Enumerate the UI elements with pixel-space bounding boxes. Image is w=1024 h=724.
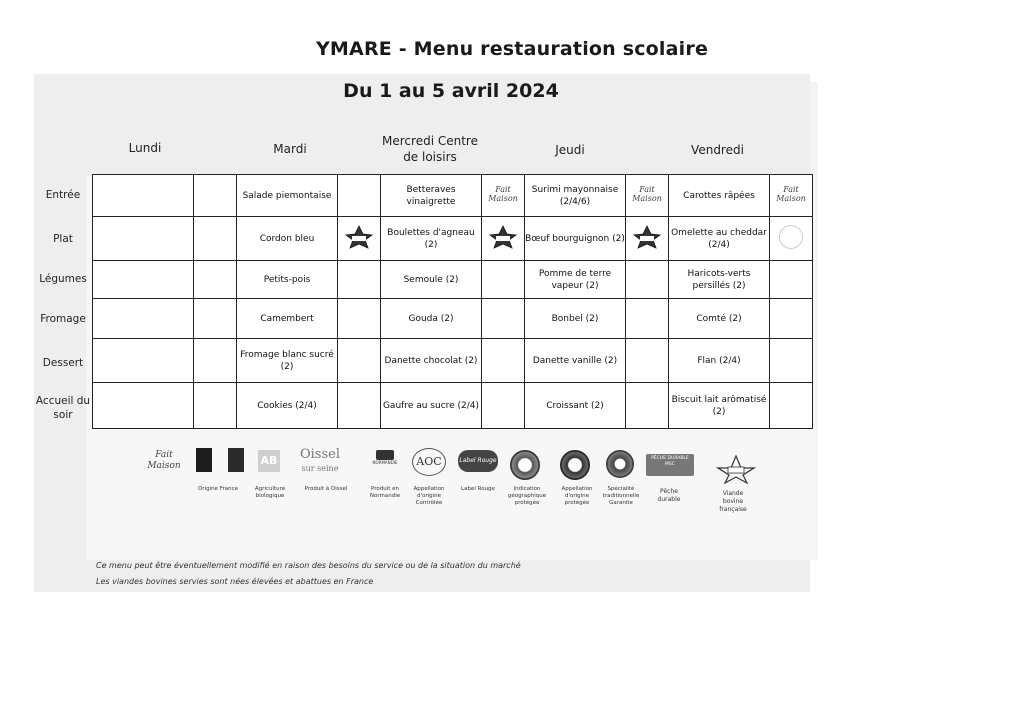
dish-cell: Haricots-verts persillés (2) bbox=[669, 261, 770, 299]
icon-cell bbox=[194, 339, 237, 383]
menu-table bbox=[92, 174, 813, 429]
dish-cell: Danette chocolat (2) bbox=[381, 339, 482, 383]
day-header-mardi: Mardi bbox=[273, 142, 307, 156]
icon-cell bbox=[770, 175, 813, 217]
icon-cell bbox=[770, 261, 813, 299]
legend-bio: Agriculture biologique bbox=[254, 486, 286, 499]
label-rouge-icon: Label Rouge bbox=[458, 450, 498, 472]
icon-cell bbox=[338, 383, 381, 429]
dish-cell: Carottes râpées bbox=[669, 175, 770, 217]
day-header-vendredi: Vendredi bbox=[691, 143, 744, 157]
dish-cell: Pomme de terre vapeur (2) bbox=[525, 261, 626, 299]
icon-cell bbox=[338, 261, 381, 299]
legend-stg: Spécialité traditionnelle Garantie bbox=[602, 486, 640, 506]
row-label-accueil-du-soir: Accueil du soir bbox=[35, 395, 91, 421]
dish-cell: Camembert bbox=[237, 299, 338, 339]
legend-aoc: Appellation d'origine Contrôlée bbox=[413, 486, 445, 506]
icon-cell bbox=[482, 175, 525, 217]
igp-icon bbox=[510, 450, 540, 480]
fait-maison-icon: Fait Maison bbox=[632, 184, 662, 203]
faded-label-icon bbox=[779, 225, 803, 249]
icon-cell bbox=[770, 383, 813, 429]
viande-francaise-icon bbox=[488, 224, 518, 250]
dish-cell: Betteraves vinaigrette bbox=[381, 175, 482, 217]
aoc-icon: AOC bbox=[412, 448, 446, 476]
table-row bbox=[93, 175, 813, 217]
legend-normandie: Produit en Normandie bbox=[369, 486, 401, 499]
legend-origine-france: Origine France bbox=[197, 486, 239, 492]
icon-cell bbox=[338, 217, 381, 261]
dish-cell: Salade piemontaise bbox=[237, 175, 338, 217]
fait-maison-icon: Fait Maison bbox=[776, 184, 806, 203]
legend-label-rouge: Label Rouge bbox=[461, 486, 495, 492]
dish-cell bbox=[93, 339, 194, 383]
aop-icon bbox=[560, 450, 590, 480]
icon-cell bbox=[626, 217, 669, 261]
agriculture-bio-icon: AB bbox=[258, 450, 280, 472]
icon-cell bbox=[338, 339, 381, 383]
row-label-fromage: Fromage bbox=[40, 313, 86, 325]
table-row bbox=[93, 383, 813, 429]
dish-cell: Cookies (2/4) bbox=[237, 383, 338, 429]
fait-maison-icon: Fait Maison bbox=[488, 184, 518, 203]
icon-cell bbox=[626, 339, 669, 383]
document-title: YMARE - Menu restauration scolaire bbox=[315, 38, 709, 60]
dish-cell: Bœuf bourguignon (2) bbox=[525, 217, 626, 261]
footnote-modification: Ce menu peut être éventuellement modifié en raison des besoins du service ou de la situation du marché bbox=[96, 561, 521, 570]
legend bbox=[140, 444, 780, 534]
dish-cell bbox=[93, 299, 194, 339]
table-row bbox=[93, 261, 813, 299]
legend-peche-durable: Pêche durable bbox=[657, 488, 681, 503]
normandie-icon: NORMANDIE bbox=[368, 450, 402, 472]
dish-cell: Fromage blanc sucré (2) bbox=[237, 339, 338, 383]
icon-cell bbox=[482, 217, 525, 261]
row-label-legumes: Légumes bbox=[39, 273, 87, 285]
icon-cell bbox=[482, 261, 525, 299]
dish-cell bbox=[93, 217, 194, 261]
viande-francaise-icon bbox=[632, 224, 662, 250]
dish-cell: Semoule (2) bbox=[381, 261, 482, 299]
msc-peche-durable-icon: PÊCHE DURABLE MSC bbox=[646, 454, 694, 476]
day-header-jeudi: Jeudi bbox=[555, 143, 585, 157]
oissel-logo-icon: Oissel sur seine bbox=[299, 447, 340, 473]
row-label-plat: Plat bbox=[53, 233, 73, 245]
icon-cell bbox=[770, 339, 813, 383]
icon-cell bbox=[194, 217, 237, 261]
icon-cell bbox=[194, 383, 237, 429]
icon-cell bbox=[770, 217, 813, 261]
day-header-mercredi: Mercredi Centre de loisirs bbox=[382, 134, 478, 164]
dish-cell: Danette vanille (2) bbox=[525, 339, 626, 383]
dish-cell: Cordon bleu bbox=[237, 217, 338, 261]
icon-cell bbox=[338, 299, 381, 339]
legend-oissel: Produit à Oissel bbox=[304, 486, 348, 492]
table-row bbox=[93, 217, 813, 261]
origine-france-flag-icon bbox=[196, 448, 212, 472]
dish-cell: Gaufre au sucre (2/4) bbox=[381, 383, 482, 429]
origine-france-flag-icon-2 bbox=[228, 448, 244, 472]
dish-cell: Omelette au cheddar (2/4) bbox=[669, 217, 770, 261]
dish-cell: Bonbel (2) bbox=[525, 299, 626, 339]
legend-igp: Indication géographique protégée bbox=[507, 486, 547, 506]
dish-cell bbox=[93, 383, 194, 429]
icon-cell bbox=[770, 299, 813, 339]
dish-cell bbox=[93, 175, 194, 217]
dish-cell: Flan (2/4) bbox=[669, 339, 770, 383]
table-row bbox=[93, 299, 813, 339]
dish-cell: Croissant (2) bbox=[525, 383, 626, 429]
stg-icon bbox=[606, 450, 634, 478]
fait-maison-legend-icon: Fait Maison bbox=[147, 450, 181, 471]
legend-viande-bovine: Viande bovine française bbox=[719, 490, 747, 513]
dish-cell: Gouda (2) bbox=[381, 299, 482, 339]
day-header-lundi: Lundi bbox=[128, 141, 162, 155]
dish-cell: Comté (2) bbox=[669, 299, 770, 339]
icon-cell bbox=[194, 299, 237, 339]
viande-bovine-francaise-icon bbox=[716, 454, 756, 484]
dish-cell: Petits-pois bbox=[237, 261, 338, 299]
dish-cell: Biscuit lait arômatisé (2) bbox=[669, 383, 770, 429]
icon-cell bbox=[626, 299, 669, 339]
icon-cell bbox=[338, 175, 381, 217]
legend-aop: Appellation d'origine protégée bbox=[561, 486, 593, 506]
icon-cell bbox=[626, 261, 669, 299]
icon-cell bbox=[626, 175, 669, 217]
table-row bbox=[93, 339, 813, 383]
dish-cell: Surimi mayonnaise (2/4/6) bbox=[525, 175, 626, 217]
icon-cell bbox=[194, 261, 237, 299]
icon-cell bbox=[626, 383, 669, 429]
icon-cell bbox=[482, 339, 525, 383]
icon-cell bbox=[482, 383, 525, 429]
icon-cell bbox=[194, 175, 237, 217]
footnote-viandes: Les viandes bovines servies sont nées élevées et abattues en France bbox=[96, 577, 374, 586]
icon-cell bbox=[482, 299, 525, 339]
dish-cell bbox=[93, 261, 194, 299]
dish-cell: Boulettes d'agneau (2) bbox=[381, 217, 482, 261]
row-label-dessert: Dessert bbox=[42, 357, 84, 369]
viande-francaise-icon bbox=[344, 224, 374, 250]
date-range: Du 1 au 5 avril 2024 bbox=[343, 80, 559, 102]
row-label-entree: Entrée bbox=[45, 189, 81, 201]
